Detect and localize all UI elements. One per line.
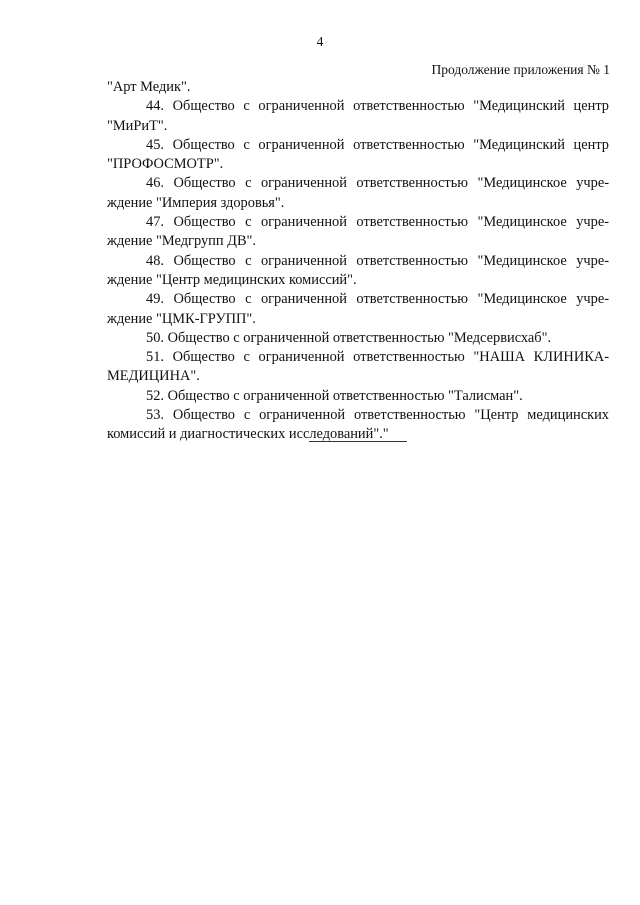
list-item: [107, 348, 609, 387]
list-item-line: "Арт Медик".: [107, 79, 191, 95]
list-item-line: ждение "Империя здоровья".: [107, 194, 285, 211]
list-item-line: комиссий и диагностических исследований".": [107, 426, 389, 443]
list-item: [107, 136, 609, 175]
list-item: [107, 213, 609, 252]
list-item: [107, 329, 609, 348]
page-number: 4: [316, 34, 324, 49]
list-item-line: "ПРОФОСМОТР".: [107, 156, 224, 173]
list-item-line: ждение "ЦМК-ГРУПП".: [107, 310, 256, 327]
organization-list: [107, 78, 609, 445]
list-item-line: 48. Общество с ограниченной ответственностью "Медицинское учре-: [146, 252, 609, 269]
list-item: [107, 97, 609, 136]
list-item: [107, 406, 609, 445]
list-item-line: 50. Общество с ограниченной ответственностью "Медсервисхаб".: [146, 329, 552, 346]
list-item-line: ждение "Центр медицинских комиссий".: [107, 271, 357, 288]
list-item-line: 46. Общество с ограниченной ответственностью "Медицинское учре-: [146, 175, 609, 192]
list-item-line: 49. Общество с ограниченной ответственностью "Медицинское учре-: [146, 291, 609, 308]
list-item-line: 45. Общество с ограниченной ответственностью "Медицинский центр: [146, 136, 609, 153]
list-item-line: "МиРиТ".: [107, 117, 168, 134]
list-item-line: ждение "Медгрупп ДВ".: [107, 233, 257, 250]
list-item: [107, 387, 609, 406]
list-item: [107, 252, 609, 291]
list-item-line: 53. Общество с ограниченной ответственностью "Центр медицинских: [146, 407, 609, 424]
end-separator-line: [309, 441, 407, 442]
list-item: [107, 174, 609, 213]
appendix-continuation-note: Продолжение приложения № 1: [431, 62, 610, 77]
list-item: [107, 290, 609, 329]
list-item-line: МЕДИЦИНА".: [107, 368, 200, 385]
list-item-line: 52. Общество с ограниченной ответственностью "Талисман".: [146, 387, 523, 404]
list-item-line: 44. Общество с ограниченной ответственностью "Медицинский центр: [146, 98, 609, 115]
list-item-line: 51. Общество с ограниченной ответственностью "НАША КЛИНИКА-: [146, 349, 609, 366]
list-item: [107, 78, 609, 97]
list-item-line: 47. Общество с ограниченной ответственностью "Медицинское учре-: [146, 214, 609, 231]
